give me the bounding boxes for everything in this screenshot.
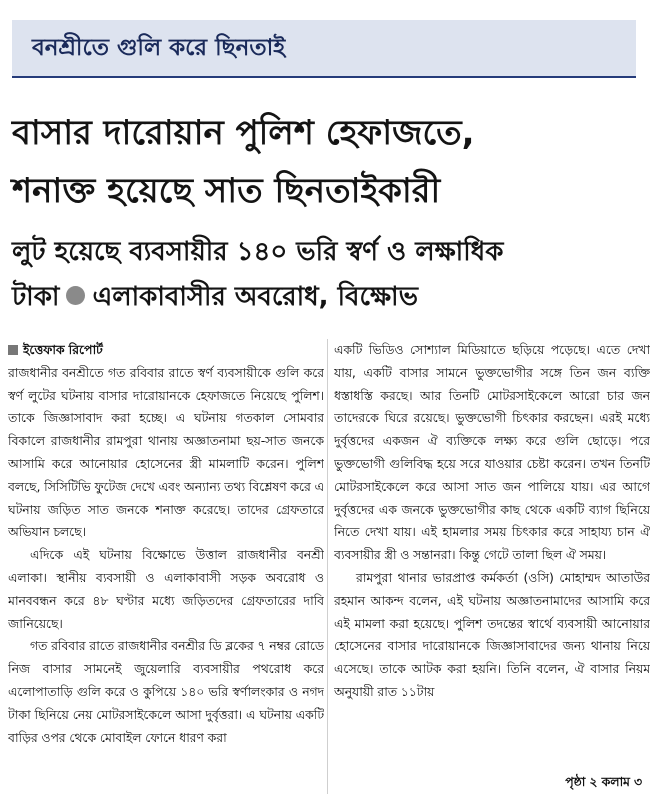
headline [12, 104, 642, 220]
paragraph: রামপুরা থানার ভারপ্রাপ্ত কর্মকর্তা (ওসি) মোহাম্মদ আতাউর রহমান আকন্দ বলেন, এই ঘটনায় অজ্ঞাতনামাদের আসামি করে এই মামলা করা হয়েছে। পুলিশ তদন্তের স্বার্থে ব্যবসায়ী আনোয়ার হোসেনের বাসার দারোয়ানকে জিজ্ঞাসাবাদের জন্য থানায় নিয়ে এসেছে। তাকে আটক করা হয়নি। তিনি বলেন, ঐ বাসার নিয়ম অনুযায়ী রাত ১১টায় [334, 569, 650, 699]
byline [8, 339, 324, 362]
paragraph: একটি ভিডিও সোশ্যাল মিডিয়াতে ছড়িয়ে পড়েছে। এতে দেখা যায়, একটি বাসার সামনে ভুক্তভোগীর সঙ্গে তিন জন ব্যক্তি ধস্তাধস্তি করছে। আর তিনটি মোটরসাইকেলে আরো চার জন তাদেরকে ঘিরে রয়েছে। ভুক্তভোগী চিৎকার করছেন। এরই মধ্যে দুর্বৃত্তদের একজন ঐ ব্যক্তিকে লক্ষ্য করে গুলি ছোড়ে। পরে ভুক্তভোগী গুলিবিদ্ধ হয়ে সরে যাওয়ার চেষ্টা করেন। তখন তিনটি মোটরসাইকেলে করে আসা সাত জন পালিয়ে যায়। এর আগে দুর্বৃত্তদের এক জনকে ভুক্তভোগীর কাছ থেকে একটি ব্যাগ ছিনিয়ে নিতে দেখা যায়। এই হামলার সময় চিৎকার করে সাহায্য চান ঐ ব্যবসায়ীর স্ত্রী ও সন্তানরা। কিন্তু গেটে তালা ছিল ঐ সময়। [334, 342, 650, 563]
headline-line-1: বাসার দারোয়ান পুলিশ হেফাজতে, [12, 113, 475, 153]
column-divider [327, 339, 328, 794]
byline-text: ইত্তেফাক রিপোর্ট [23, 342, 103, 357]
subheadline-line-2 [12, 275, 642, 320]
kicker-banner [12, 20, 636, 78]
kicker-text: বনশ্রীতে গুলি করে ছিনতাই [32, 34, 286, 61]
subheadline-line-1: লুট হয়েছে ব্যবসায়ীর ১৪০ ভরি স্বর্ণ ও লক্ষাধিক [12, 237, 504, 267]
subheadline [12, 230, 642, 320]
article-column-2 [334, 339, 650, 794]
subheadline-line-2-part-1: টাকা [12, 282, 60, 312]
square-bullet-icon [8, 345, 18, 355]
headline-line-2: শনাক্ত হয়েছে সাত ছিনতাইকারী [12, 171, 441, 211]
paragraph: রাজধানীর বনশ্রীতে গত রবিবার রাতে স্বর্ণ ব্যবসায়ীকে গুলি করে স্বর্ণ লুটের ঘটনায় বাসার দারোয়ানকে হেফাজতে নিয়েছে পুলিশ। তাকে জিজ্ঞাসাবাদ করা হচ্ছে। এ ঘটনায় গতকাল সোমবার বিকালে রাজধানীর রামপুরা থানায় অজ্ঞাতনামা ছয়-সাত জনকে আসামি করে আনোয়ার হোসেনের স্ত্রী মামলাটি করেন। পুলিশ বলছে, সিসিটিভি ফুটেজ দেখে এবং অন্যান্য তথ্য বিশ্লেষণ করে এ ঘটনায় জড়িত সাত জনকে শনাক্ত করেছে। তাদের গ্রেফতারে অভিযান চলছে। [8, 364, 324, 540]
article-column-1 [8, 339, 324, 794]
paragraph: এদিকে এই ঘটনায় বিক্ষোভে উত্তাল রাজধানীর বনশ্রী এলাকা। স্থানীয় ব্যবসায়ী ও এলাকাবাসী সড়ক অবরোধ ও মানববন্ধন করে ৪৮ ঘণ্টার মধ্যে জড়িতদের গ্রেফতারের দাবি জানিয়েছে। [8, 547, 324, 631]
subheadline-line-2-part-2: এলাকাবাসীর অবরোধ, বিক্ষোভ [92, 282, 418, 312]
paragraph: গত রবিবার রাতে রাজধানীর বনশ্রীর ডি ব্লকের ৭ নম্বর রোডে নিজ বাসার সামনেই জুয়েলারি ব্যবসায়ীর পথরোধ করে এলোপাতাড়ি গুলি করে ও কুপিয়ে ১৪০ ভরি স্বর্ণালংকার ও নগদ টাকা ছিনিয়ে নেয় মোটরসাইকেলে আসা দুর্বৃত্তরা। এ ঘটনায় একটি বাড়ির ওপর থেকে মোবাইল ফোনে ধারণ করা [8, 638, 324, 745]
continuation-note: পৃষ্ঠা ২ কলাম ৩ [559, 771, 642, 794]
bullet-icon [66, 286, 85, 305]
